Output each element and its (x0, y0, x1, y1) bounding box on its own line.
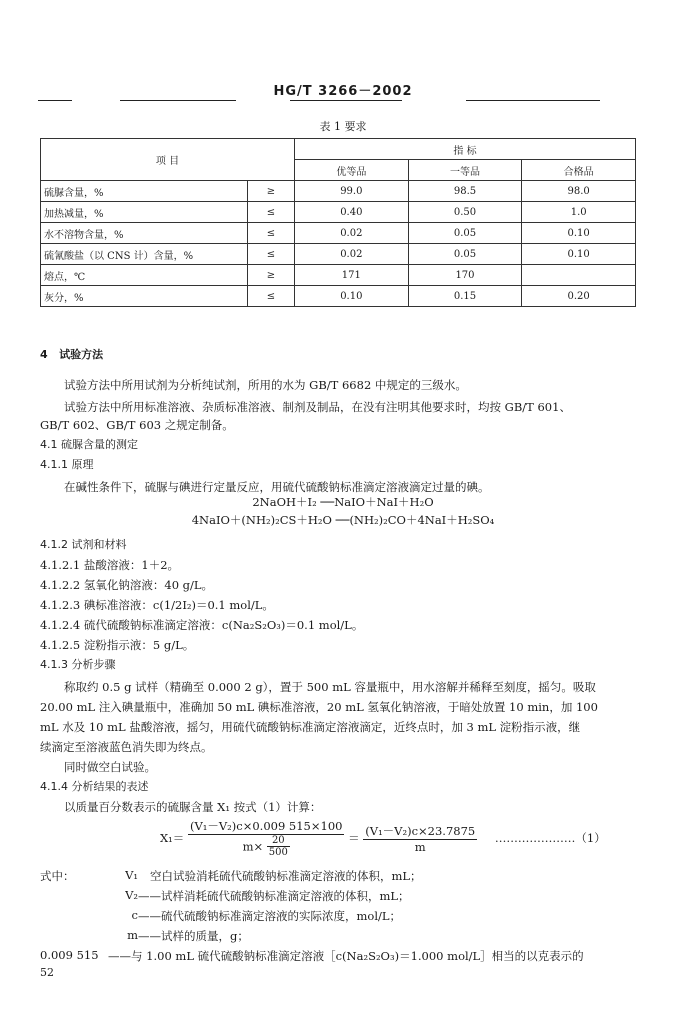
table-row (41, 202, 636, 223)
definition-symbol: 0.009 515 (40, 948, 99, 962)
inner-fraction (267, 835, 290, 858)
definition-text: ——与 1.00 mL 硫代硫酸钠标准滴定溶液［c(Na₂S₂O₃)＝1.000 mol/L］相当的以克表示的 (108, 949, 584, 963)
row-value: 0.02 (295, 244, 409, 265)
definitions-label: 式中： (40, 869, 75, 883)
table-header-row (41, 139, 636, 160)
row-value (522, 265, 636, 286)
header-grade: 优等品 (295, 160, 409, 181)
row-value: 0.02 (295, 223, 409, 244)
fraction-numerator: (V₁－V₂)c×0.009 515×100 (189, 819, 343, 833)
reagent-item: 4.1.2.5 淀粉指示液：5 g/L。 (40, 638, 195, 652)
fraction-denominator (188, 835, 345, 858)
paragraph: 称取约 0.5 g 试样（精确至 0.000 2 g），置于 500 mL 容量瓶中，用水溶解并稀释至刻度，摇匀。吸取 (64, 680, 596, 694)
row-item: 水不溶物含量，% (41, 223, 248, 244)
row-operator: ≥ (248, 265, 295, 286)
fraction-numerator: 20 (267, 835, 290, 847)
definition-text: ——试样的质量，g； (138, 929, 249, 943)
reagent-item: 4.1.2.3 碘标准溶液：c(1/2I₂)＝0.1 mol/L。 (40, 598, 274, 612)
section-title: 试验方法 (59, 348, 104, 361)
row-operator: ≤ (248, 244, 295, 265)
row-value: 98.0 (522, 181, 636, 202)
row-item: 加热减量，% (41, 202, 248, 223)
table-row (41, 181, 636, 202)
row-operator: ≤ (248, 223, 295, 244)
section-4-heading (40, 344, 640, 366)
equation: 2NaOH＋I₂ ──NaIO＋NaI＋H₂O (252, 495, 434, 509)
header-rule (466, 100, 600, 101)
formula-lhs: X₁＝ (160, 831, 185, 845)
row-value: 99.0 (295, 181, 409, 202)
table-row (41, 265, 636, 286)
row-item: 灰分，% (41, 286, 248, 307)
paragraph: 在碱性条件下，硫脲与碘进行定量反应，用硫代硫酸钠标准滴定溶液滴定过量的碘。 (64, 480, 490, 494)
fraction (188, 818, 345, 858)
header-item: 项 目 (41, 139, 295, 181)
row-value: 0.20 (522, 286, 636, 307)
standard-code: HG/T 3266－2002 (273, 84, 413, 99)
row-operator: ≤ (248, 286, 295, 307)
row-value: 0.40 (295, 202, 409, 223)
row-item: 硫氰酸盐（以 CNS 计）含量，% (41, 244, 248, 265)
fraction-denominator: m (414, 839, 426, 854)
paragraph: 试验方法中所用试剂为分析纯试剂，所用的水为 GB/T 6682 中规定的三级水。 (64, 378, 467, 392)
row-value: 0.50 (408, 202, 522, 223)
header-spec: 指 标 (295, 139, 636, 160)
reagent-item: 4.1.2.4 硫代硫酸钠标准滴定溶液：c(Na₂S₂O₃)＝0.1 mol/L。 (40, 618, 364, 632)
definition-symbol: m (127, 928, 138, 942)
paragraph: mL 水及 10 mL 盐酸溶液，摇匀，用硫代硫酸钠标准滴定溶液滴定，近终点时，加 3 mL 淀粉指示液，继 (40, 720, 581, 734)
definition-symbol: V₁ (125, 868, 138, 882)
row-operator: ≥ (248, 181, 295, 202)
paragraph: 以质量百分数表示的硫脲含量 X₁ 按式（1）计算： (64, 800, 322, 814)
table-row (41, 286, 636, 307)
paragraph: GB/T 602、GB/T 603 之规定制备。 (40, 418, 234, 432)
paragraph: 同时做空白试验。 (64, 760, 156, 774)
header-rule (120, 100, 236, 101)
subsection-heading: 4.1 硫脲含量的测定 (40, 438, 138, 451)
reagent-item: 4.1.2.1 盐酸溶液：1＋2。 (40, 558, 180, 572)
table-row (41, 244, 636, 265)
formula-number: …………………（1） (494, 831, 606, 845)
table-caption: 表 1 要求 (319, 120, 367, 133)
subsection-heading: 4.1.2 试剂和材料 (40, 538, 127, 551)
row-value: 0.05 (408, 223, 522, 244)
subsection-heading: 4.1.1 原理 (40, 458, 94, 471)
row-value: 98.5 (408, 181, 522, 202)
fraction (363, 823, 477, 854)
subsection-heading: 4.1.3 分析步骤 (40, 658, 116, 671)
definition-symbol: c (131, 908, 138, 922)
definition-symbol: V₂ (125, 888, 138, 902)
header-grade: 一等品 (408, 160, 522, 181)
row-value: 0.05 (408, 244, 522, 265)
requirements-table (40, 138, 636, 307)
fraction-denominator: 500 (268, 847, 288, 858)
row-value: 1.0 (522, 202, 636, 223)
formula-equals: ＝ (348, 831, 360, 845)
row-operator: ≤ (248, 202, 295, 223)
section-number: 4 (40, 348, 48, 361)
denominator-prefix: m× (242, 839, 264, 854)
definition-text: ——硫代硫酸钠标准滴定溶液的实际浓度，mol/L； (138, 909, 402, 923)
subsection-heading: 4.1.4 分析结果的表述 (40, 780, 149, 793)
page-number: 52 (40, 966, 54, 979)
header-grade: 合格品 (522, 160, 636, 181)
reagent-item: 4.1.2.2 氢氧化钠溶液：40 g/L。 (40, 578, 214, 592)
header-rule (38, 100, 72, 101)
row-value: 170 (408, 265, 522, 286)
formula-1 (160, 818, 630, 858)
definition-text: ——试样消耗硫代硫酸钠标准滴定溶液的体积，mL； (138, 889, 410, 903)
paragraph: 20.00 mL 注入碘量瓶中，准确加 50 mL 碘标准溶液，20 mL 氢氧化钠溶液，于暗处放置 10 min，加 100 (40, 700, 598, 714)
row-value: 0.15 (408, 286, 522, 307)
paragraph: 试验方法中所用标准溶液、杂质标准溶液、制剂及制品，在没有注明其他要求时，均按 GB/T 601、 (64, 400, 571, 414)
equation: 4NaIO＋(NH₂)₂CS＋H₂O ──(NH₂)₂CO＋4NaI＋H₂SO₄ (191, 513, 495, 527)
row-value: 0.10 (522, 223, 636, 244)
row-value: 171 (295, 265, 409, 286)
table-row (41, 223, 636, 244)
row-item: 熔点，℃ (41, 265, 248, 286)
row-value: 0.10 (295, 286, 409, 307)
definition-text: 空白试验消耗硫代硫酸钠标准滴定溶液的体积，mL； (150, 869, 422, 883)
fraction-numerator: (V₁－V₂)c×23.7875 (365, 823, 476, 838)
header-rule (290, 100, 402, 101)
paragraph: 续滴定至溶液蓝色消失即为终点。 (40, 740, 213, 754)
row-item: 硫脲含量，% (41, 181, 248, 202)
row-value: 0.10 (522, 244, 636, 265)
